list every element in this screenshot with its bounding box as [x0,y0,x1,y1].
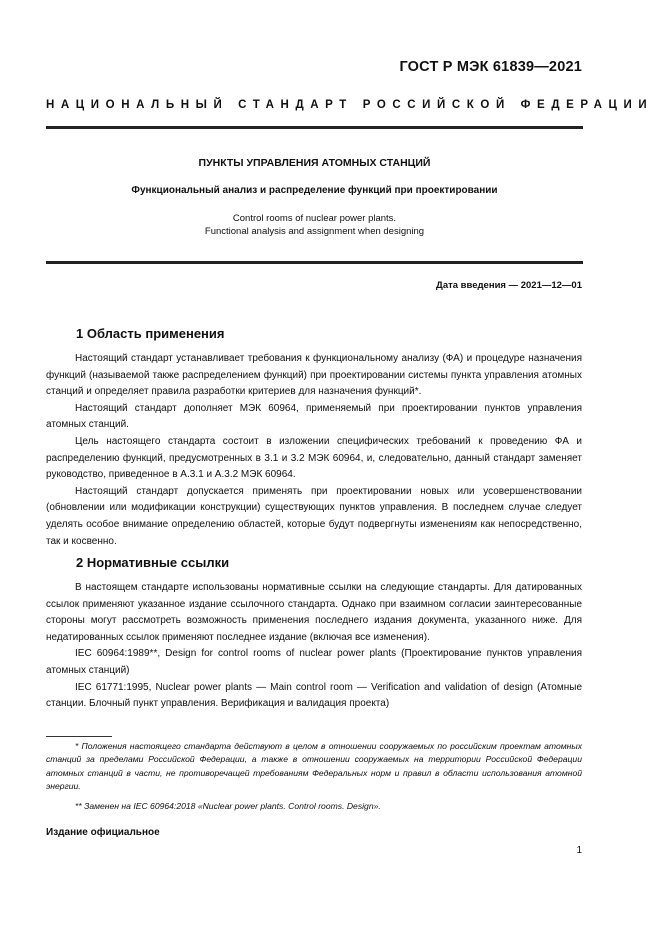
section-1-body [46,351,582,550]
section-2-heading: 2 Нормативные ссылки [76,555,230,570]
official-edition-label: Издание официальное [46,827,160,838]
english-title-line-2: Functional analysis and assignment when designing [204,226,425,237]
paragraph: Настоящий стандарт допускается применять при проектировании новых или усовершенствовании (обновлении или модификации конструкции) существующих пунктов управления. В последнем случае следует уделять особое внимание определению областей, которые будут подвергнуты изменениям как непосредственно, так и косвенно. [46,485,582,547]
document-title: ПУНКТЫ УПРАВЛЕНИЯ АТОМНЫХ СТАНЦИЙ [198,157,431,169]
effective-date: Дата введения — 2021—12—01 [436,280,582,291]
footnote-1: * Положения настоящего стандарта действуют в целом в отношении сооружаемых по российским проектам атомных станций за пределами Российской Федерации, а также в отношении сооружаемых на территории Российской Федерации атомных станций в части, не противоречащей требованиям Федеральных норм и правил в области использования атомной энергии. [46,741,582,792]
paragraph: Цель настоящего стандарта состоит в изложении специфических требований к проведению ФА и распределению функций, предусмотренных в 3.1 и 3.2 МЭК 60964, и, следовательно, данный стандарт заменяет руководство, приведенное в А.3.1 и А.3.2 МЭК 60964. [46,435,582,481]
reference-item: IEC 61771:1995, Nuclear power plants — Main control room — Verification and validation of design (Атомные станции. Блочный пункт управления. Верификация и валидация проекта) [46,681,582,710]
english-title [46,212,583,238]
paragraph: Настоящий стандарт дополняет МЭК 60964, применяемый при проектировании пунктов управления атомных станций. [46,402,582,431]
paragraph: Настоящий стандарт устанавливает требования к функциональному анализу (ФА) и процедуре назначения функций (называемой также распределением функций) при проектировании системы пункта управления атомных станций и определяет правила разработки критериев для назначения функций*. [46,353,582,398]
footnote-separator [46,736,112,737]
national-standard-heading: НАЦИОНАЛЬНЫЙ СТАНДАРТ РОССИЙСКОЙ ФЕДЕРАЦИИ [46,99,654,111]
page-number: 1 [576,845,582,856]
document-subtitle: Функциональный анализ и распределение функций при проектировании [131,185,498,196]
title-rule [46,261,583,264]
paragraph: В настоящем стандарте использованы нормативные ссылки на следующие стандарты. Для датированных ссылок применяют указанное издание ссылочного стандарта. Однако при взаимном согласии заинтересованные стороны могут рассмотреть возможность применения последнего издания документа, указанного ниже. Для недатированных ссылок применяют последнее издание (включая все изменения). [46,582,582,643]
header-rule [46,126,583,129]
section-2-body [46,580,582,713]
footnotes [46,740,582,813]
english-title-line-1: Control rooms of nuclear power plants. [232,213,397,224]
footnote-2: ** Заменен на IEC 60964:2018 «Nuclear power plants. Control rooms. Design». [75,800,381,811]
reference-item: IEC 60964:1989**, Design for control rooms of nuclear power plants (Проектирование пунктов управления атомных станций) [46,648,582,676]
standard-code: ГОСТ Р МЭК 61839—2021 [399,59,582,75]
section-1-heading: 1 Область применения [76,326,225,341]
